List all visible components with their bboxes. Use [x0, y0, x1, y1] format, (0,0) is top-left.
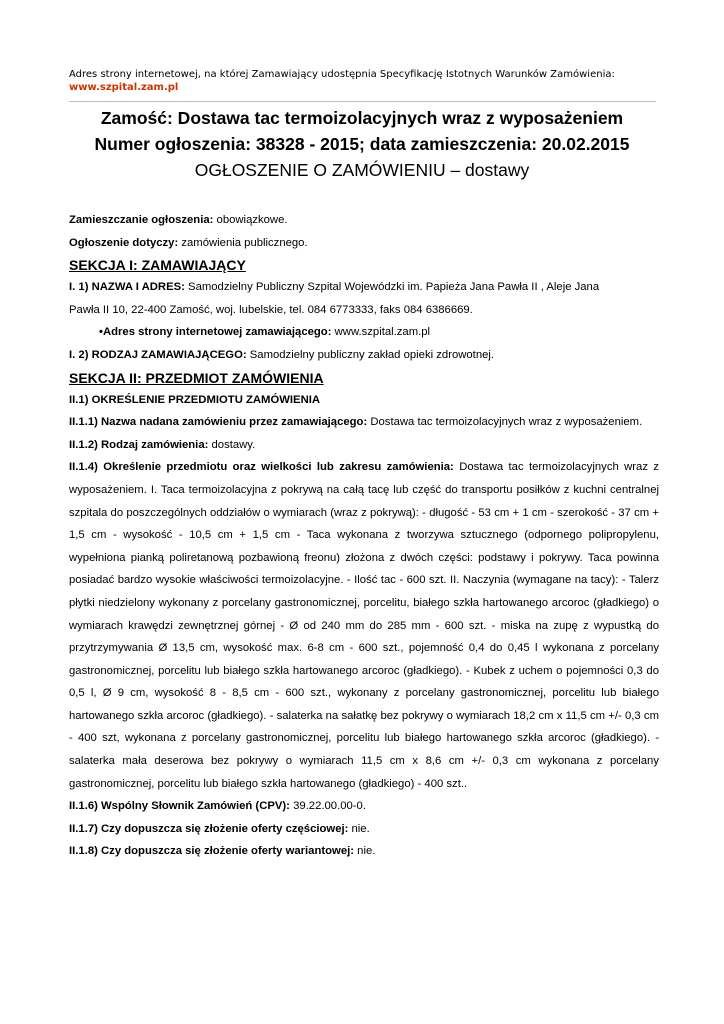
announcement-type: OGŁOSZENIE O ZAMÓWIENIU – dostawy: [194, 160, 530, 180]
header-divider: [69, 101, 656, 102]
field-cpv: II.1.6) Wspólny Słownik Zamówień (CPV): 39.22.00.00-0.: [69, 800, 366, 813]
field-zamieszczanie: Zamieszczanie ogłoszenia: obowiązkowe.: [69, 214, 288, 226]
field-nazwa-adres: I. 1) NAZWA I ADRES: Samodzielny Publiczny Szpital Wojewódzki im. Papieża Jana Pawła II , Aleje Jana: [69, 281, 600, 294]
field-nazwa-zamowienia: II.1.1) Nazwa nadana zamówieniu przez zamawiającego: Dostawa tac termoizolacyjnych wraz z wyposażeniem.: [69, 416, 643, 429]
document-title: Zamość: Dostawa tac termoizolacyjnych wraz z wyposażeniem: [100, 108, 624, 128]
field-nazwa-adres-cont: Pawła II 10, 22-400 Zamość, woj. lubelskie, tel. 084 6773333, faks 084 6386669.: [69, 303, 473, 316]
field-okreslenie: II.1) OKREŚLENIE PRZEDMIOTU ZAMÓWIENIA: [69, 393, 321, 406]
szpital-website-link[interactable]: www.szpital.zam.pl: [334, 326, 431, 339]
field-dotyczy: Ogłoszenie dotyczy: zamówienia publicznego.: [69, 236, 308, 249]
field-oferta-czesciowa: II.1.7) Czy dopuszcza się złożenie oferty częściowej: nie.: [69, 822, 370, 835]
header-note-text: Adres strony internetowej, na której Zamawiający udostępnia Specyfikację Istotnych Warunków Zamówienia:: [69, 69, 615, 80]
field-opis-przedmiotu: II.1.4) Określenie przedmiotu oraz wielkości lub zakresu zamówienia: Dostawa tac termoizolacyjnych wraz z wyposażeniem. I. Taca termoizolacyjna z pokrywą na całą tacę lub część do transportu posiłków z kuchni centralnej szpitala do poszczególnych oddziałów o wymiarach (wraz z pokrywą): - długość - 53 cm + 1 cm - szerokość - 37 cm + 1,5 cm - wysokość - 10,5 cm + 1,5 cm - Taca wykonana z tworzywa sztucznego (odpornego polipropylenu, wypełniona pianką poliretanową pozbawioną freonu) złożona z dwóch części: podstawy i pokrywy. Taca powinna posiadać bardzo wysokie właściwości termoizolacyjne. - Ilość tac - 600 szt. II. Naczynia (wymagane na tacy): - Talerz płytki niedzielony wykonany z porcelany gastronomicznej, porcelitu, białego szkła hartowanego arcoroc (gładkiego) o wymiarach krawędzi zewnętrznej górnej - Ø od 240 mm do 285 mm - 600 szt. - miska na zupę z wypustką do przytrzymywania Ø 13,5 cm, wysokość max. 6-8 cm - 600 szt., pojemność 0,4 do 0,45 l wykonana z porcelany gastronomicznej, porcelitu lub białego szkła hartowanego arcoroc (gładkiego). - Kubek z uchem o pojemności 0,3 do 0,5 l, Ø 9 cm, wysokość 8 - 8,5 cm - 600 szt., wykonany z porcelany gastronomicznej, porcelitu lub białego hartowanego szkła arcoroc (gładkiego). - salaterka na sałatkę bez pokrywy o wymiarach 18,2 cm x 11,5 cm +/- 0,3 cm - 400 szt, wykonana z porcelany gastronomicznej, porcelitu lub białego hartowanego szkła arcoroc (gładkiego). - salaterka mała deserowa bez pokrywy o wymiarach 11,5 cm x 8,6 cm +/- 0,3 cm wykonana z porcelany gastronomicznej, porcelitu lub białego szkła hartowanego (gładkiego) - 400 szt..: [69, 461, 660, 790]
document-body: [69, 209, 659, 863]
header-note: [69, 68, 659, 94]
field-oferta-wariantowa: II.1.8) Czy dopuszcza się złożenie oferty wariantowej: nie.: [69, 845, 376, 858]
section-2-heading: SEKCJA II: PRZEDMIOT ZAMÓWIENIA: [69, 369, 324, 386]
field-rodzaj-zamowienia: II.1.2) Rodzaj zamówienia: dostawy.: [69, 438, 256, 451]
announcement-number: Numer ogłoszenia: 38328 - 2015; data zamieszczenia: 20.02.2015: [94, 134, 630, 154]
header-url-link[interactable]: www.szpital.zam.pl: [69, 82, 179, 93]
field-rodzaj-zamawiajacego: I. 2) RODZAJ ZAMAWIAJĄCEGO: Samodzielny publiczny zakład opieki zdrowotnej.: [69, 348, 495, 361]
field-adres-strony: •Adres strony internetowej zamawiającego: www.szpital.zam.pl: [99, 326, 431, 339]
section-1-heading: SEKCJA I: ZAMAWIAJĄCY: [69, 257, 246, 274]
